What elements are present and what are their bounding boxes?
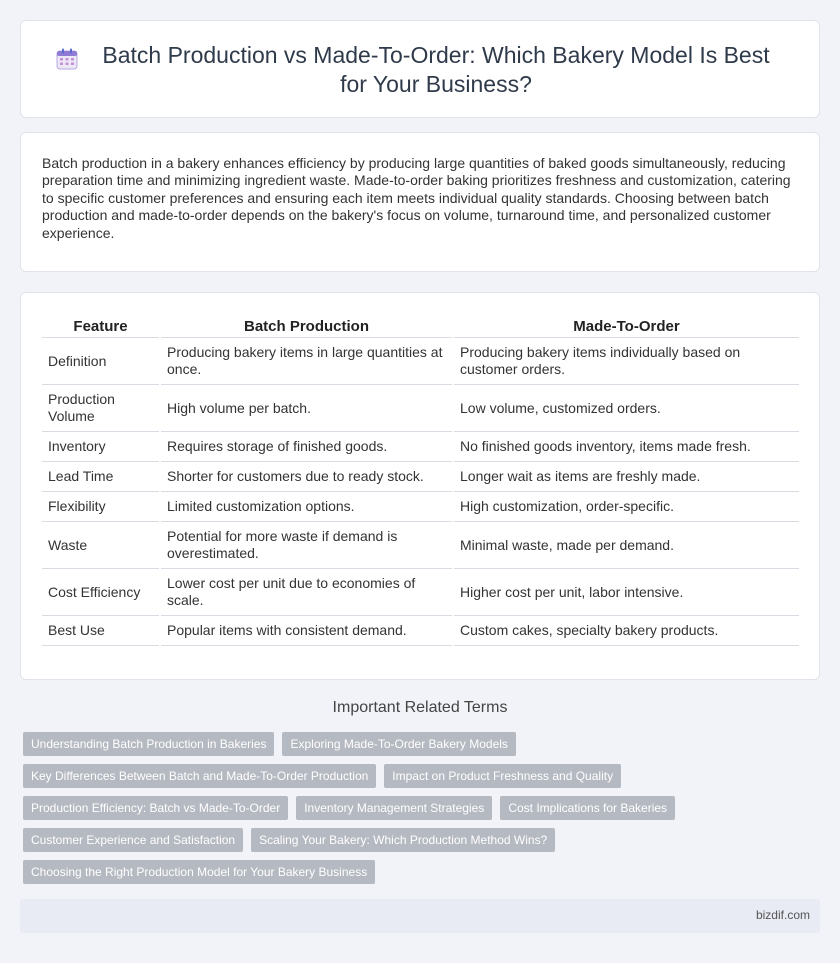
feature-cell: Flexibility [42,492,160,522]
related-term-tag[interactable]: Inventory Management Strategies [296,796,492,820]
batch-cell: Producing bakery items in large quantities at once. [160,338,453,385]
table-row [42,522,799,569]
order-cell: Custom cakes, specialty bakery products. [453,616,799,646]
order-cell: Higher cost per unit, labor intensive. [453,569,799,616]
order-cell: Low volume, customized orders. [453,385,799,432]
batch-cell: Popular items with consistent demand. [160,616,453,646]
related-term-tag[interactable]: Impact on Product Freshness and Quality [384,764,621,788]
feature-cell: Definition [42,338,160,385]
table-row [42,432,799,462]
related-term-tag[interactable]: Customer Experience and Satisfaction [23,828,243,852]
batch-cell: High volume per batch. [160,385,453,432]
related-term-tag[interactable]: Key Differences Between Batch and Made-To-Order Production [23,764,376,788]
batch-cell: Limited customization options. [160,492,453,522]
table-row [42,462,799,492]
table-row [42,569,799,616]
intro-card [20,132,820,272]
related-term-tag[interactable]: Scaling Your Bakery: Which Production Method Wins? [251,828,555,852]
batch-cell: Requires storage of finished goods. [160,432,453,462]
page-title: Batch Production vs Made-To-Order: Which Bakery Model Is Best for Your Business? [102,42,770,97]
table-row [42,385,799,432]
feature-cell: Waste [42,522,160,569]
footer-site-link[interactable]: bizdif.com [755,908,810,922]
feature-cell: Production Volume [42,385,160,432]
feature-cell: Best Use [42,616,160,646]
order-cell: Minimal waste, made per demand. [453,522,799,569]
comparison-card [20,292,820,680]
table-row [42,616,799,646]
feature-cell: Lead Time [42,462,160,492]
order-cell: Producing bakery items individually based on customer orders. [453,338,799,385]
related-term-tag[interactable]: Choosing the Right Production Model for Your Bakery Business [23,860,375,884]
batch-cell: Lower cost per unit due to economies of scale. [160,569,453,616]
footer [20,899,820,933]
order-cell: No finished goods inventory, items made fresh. [453,432,799,462]
batch-cell: Potential for more waste if demand is overestimated. [160,522,453,569]
related-term-tag[interactable]: Production Efficiency: Batch vs Made-To-Order [23,796,288,820]
intro-paragraph: Batch production in a bakery enhances efficiency by producing large quantities of baked goods simultaneously, reducing preparation time and minimizing ingredient waste. Made-to-order baking prioritizes freshness and customization, catering to specific customer preferences and ensuring each item meets individual quality standards. Choosing between batch production and made-to-order depends on the bakery's focus on volume, turnaround time, and personalized customer experience. [42,155,791,241]
feature-cell: Inventory [42,432,160,462]
feature-cell: Cost Efficiency [42,569,160,616]
table-header-row [42,318,799,338]
related-term-tag[interactable]: Understanding Batch Production in Bakeries [23,732,274,756]
related-terms-list [23,732,803,892]
header-made-to-order: Made-To-Order [453,318,799,338]
related-term-tag[interactable]: Cost Implications for Bakeries [500,796,675,820]
batch-cell: Shorter for customers due to ready stock. [160,462,453,492]
order-cell: Longer wait as items are freshly made. [453,462,799,492]
header-feature: Feature [42,318,160,338]
order-cell: High customization, order-specific. [453,492,799,522]
related-terms-heading: Important Related Terms [332,699,508,716]
table-row [42,492,799,522]
title-card [20,20,820,118]
table-row [42,338,799,385]
related-term-tag[interactable]: Exploring Made-To-Order Bakery Models [282,732,515,756]
header-batch-production: Batch Production [160,318,453,338]
comparison-table [42,318,799,646]
